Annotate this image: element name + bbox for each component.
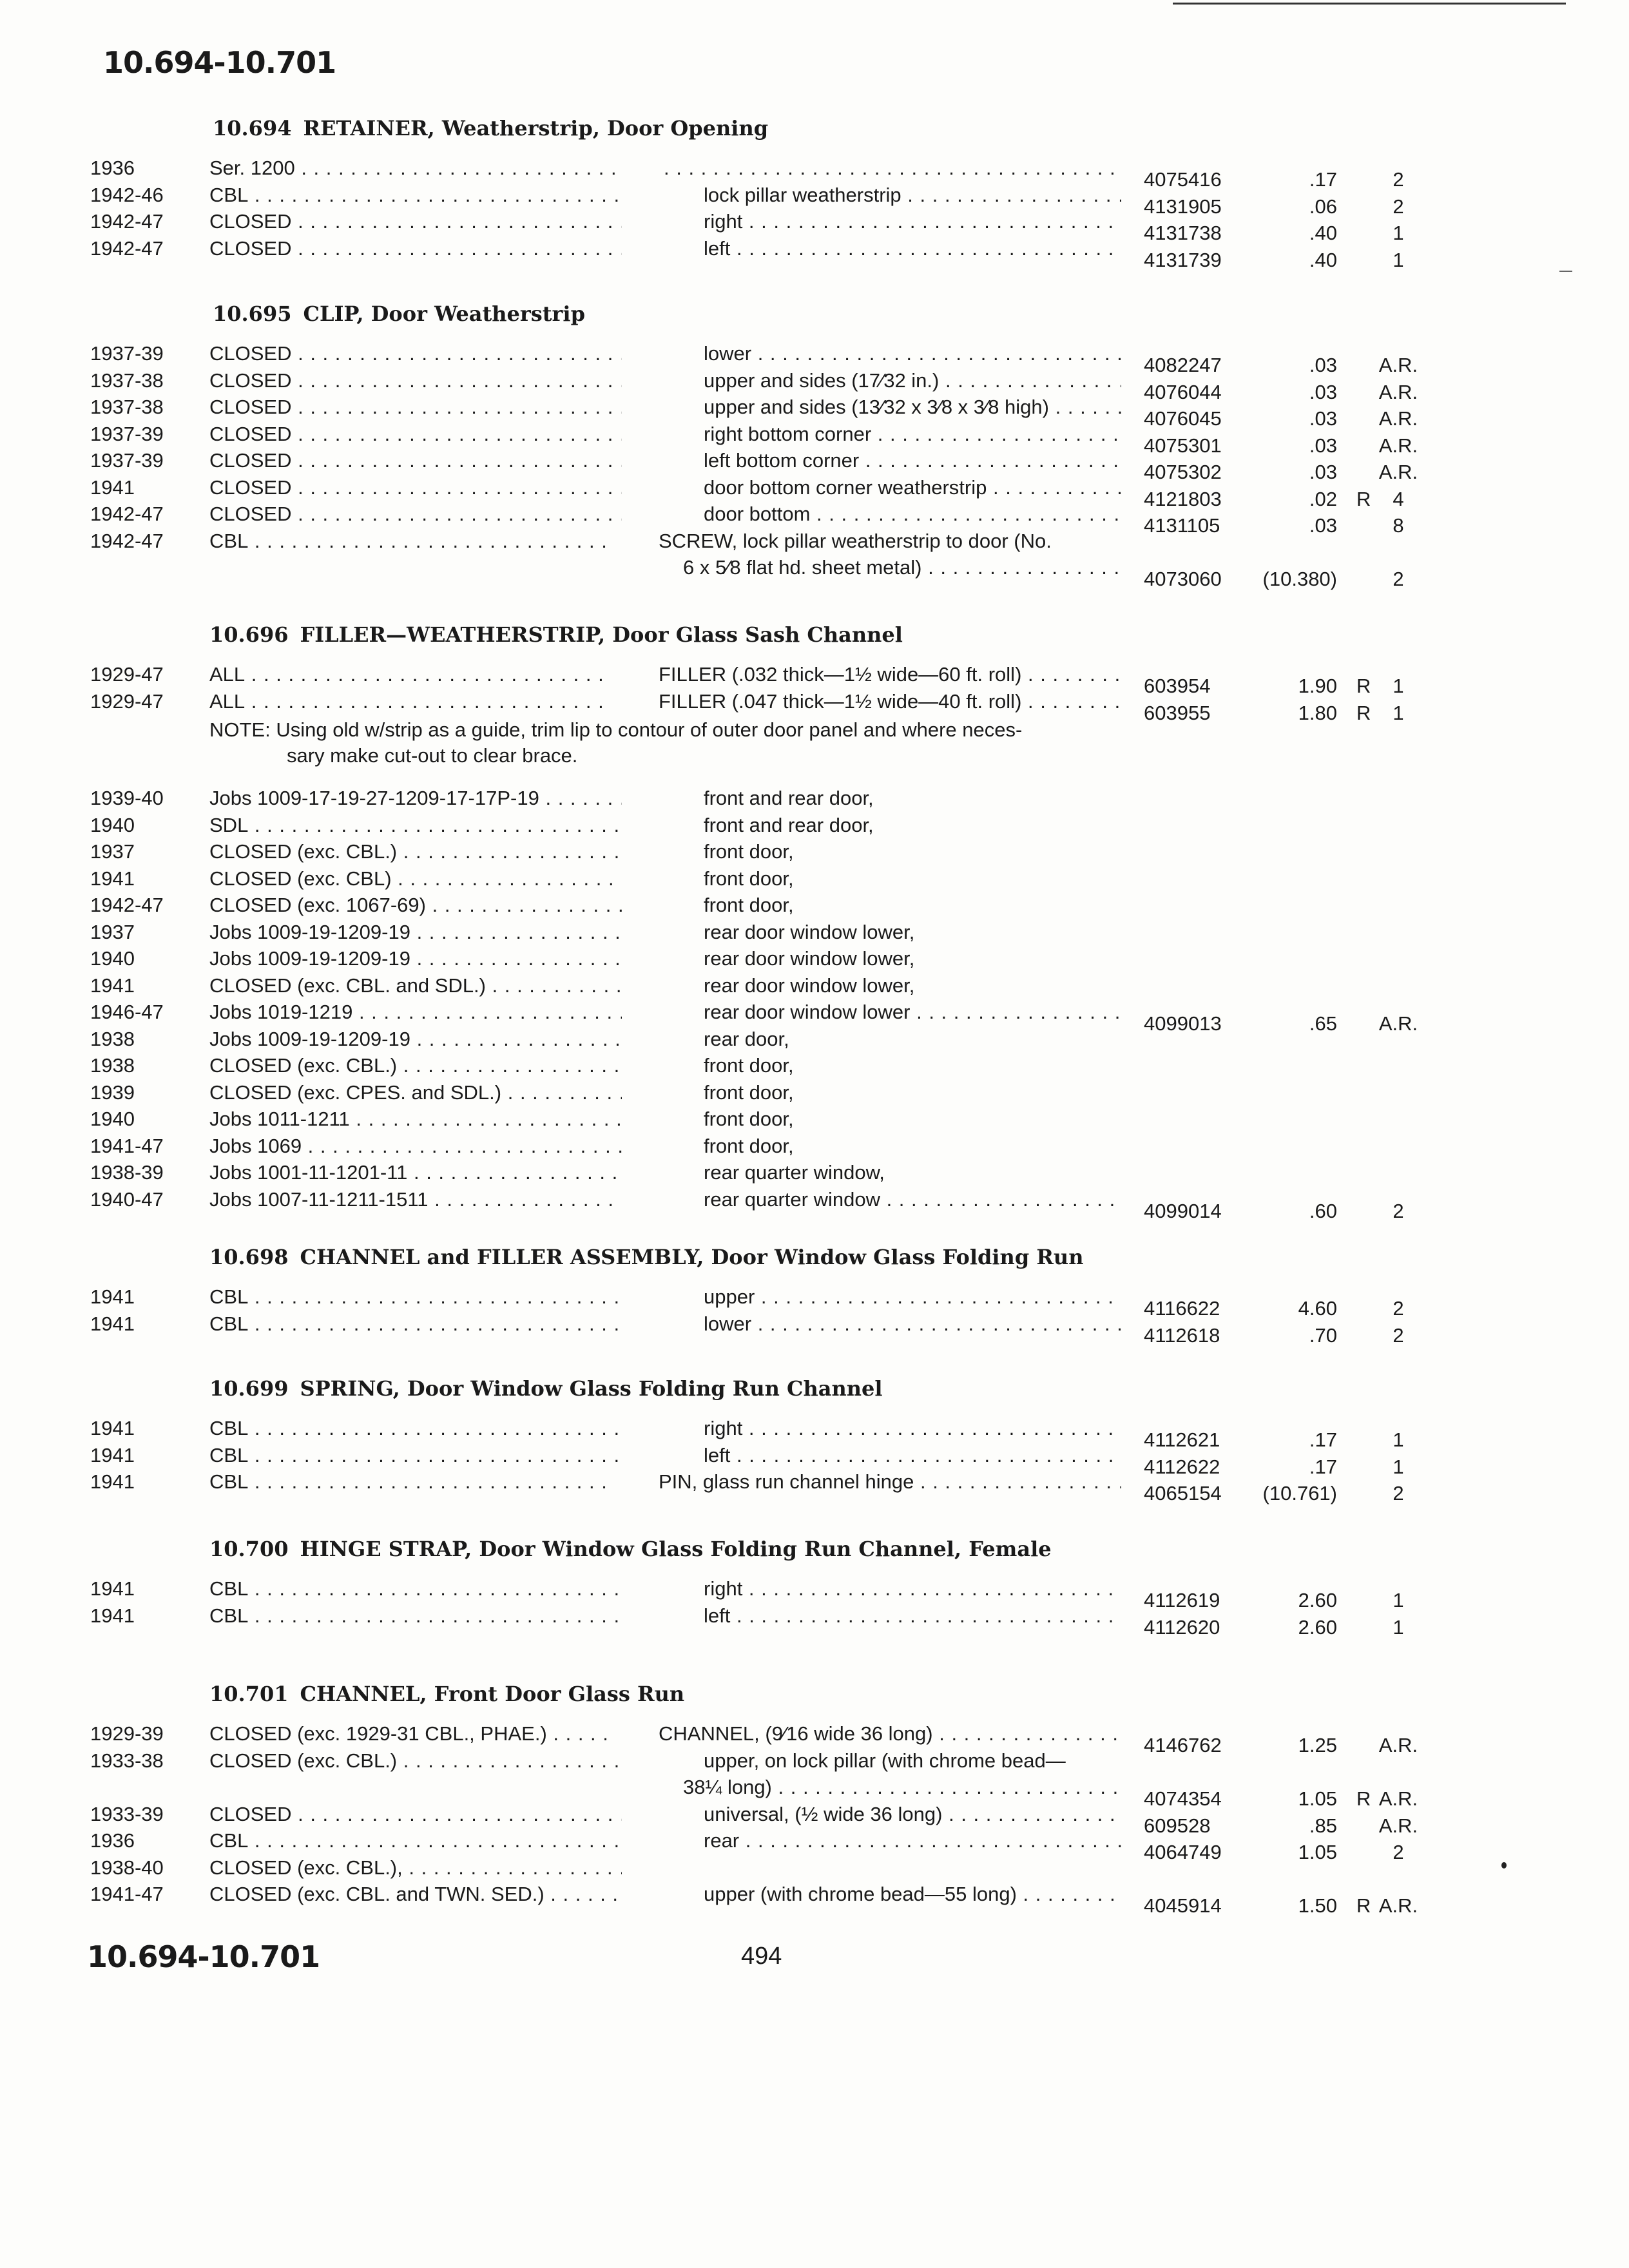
row-price: .02 bbox=[1309, 487, 1337, 510]
row-price: 1.80 bbox=[1298, 701, 1337, 724]
row-part-number: 4075416 bbox=[1144, 168, 1222, 191]
row-description: lower . . . bbox=[704, 341, 1121, 366]
row-price: .03 bbox=[1309, 380, 1337, 403]
row-model: CLOSED (exc. CBL. and TWN. SED.) . . . bbox=[209, 1882, 622, 1907]
row-description: front and rear door, bbox=[704, 787, 874, 809]
row-part-number: 4112619 bbox=[1144, 1589, 1220, 1611]
row-model: CLOSED . . . bbox=[209, 369, 622, 393]
row-part-number: 4076044 bbox=[1144, 380, 1222, 403]
row-quantity: 8 bbox=[1393, 514, 1404, 537]
row-price: .40 bbox=[1309, 222, 1337, 244]
row-price: .03 bbox=[1309, 434, 1337, 457]
row-part-number: 4116622 bbox=[1144, 1297, 1220, 1320]
row-quantity: 2 bbox=[1393, 168, 1404, 191]
row-price: .06 bbox=[1309, 195, 1337, 218]
section-number: 10.698 bbox=[209, 1245, 289, 1269]
row-price: .03 bbox=[1309, 407, 1337, 430]
row-description: left bottom corner . . . bbox=[704, 448, 1121, 473]
row-year: 1937-38 bbox=[90, 369, 164, 392]
row-part-number: 4112621 bbox=[1144, 1428, 1220, 1451]
section-title: FILLER—WEATHERSTRIP, Door Glass Sash Channel bbox=[300, 622, 903, 647]
row-model: CBL . . . bbox=[209, 1285, 622, 1309]
row-model: CBL . . . bbox=[209, 1577, 622, 1601]
row-year: 1941 bbox=[90, 1577, 135, 1600]
row-quantity: A.R. bbox=[1378, 1012, 1418, 1035]
row-year: 1946-47 bbox=[90, 1001, 164, 1023]
row-description: rear door window lower, bbox=[704, 920, 915, 943]
row-price: 1.50 bbox=[1298, 1894, 1337, 1917]
row-description: upper and sides (17⁄32 in.) . . . bbox=[704, 369, 1121, 393]
row-flag: R bbox=[1356, 1787, 1371, 1810]
row-year: 1938-39 bbox=[90, 1161, 164, 1184]
top-rule bbox=[1173, 3, 1566, 5]
row-price: 1.05 bbox=[1298, 1841, 1337, 1863]
row-model: CBL . . . bbox=[209, 1604, 622, 1628]
page-number: 494 bbox=[741, 1943, 782, 1970]
row-description: right . . . bbox=[704, 1577, 1121, 1601]
row-year: 1942-47 bbox=[90, 529, 164, 552]
section-number: 10.695 bbox=[213, 302, 292, 326]
row-model: CBL . . . bbox=[209, 529, 609, 553]
row-description: front door, bbox=[704, 1134, 794, 1157]
row-description: FILLER (.047 thick—1½ wide—40 ft. roll) . . . bbox=[659, 689, 1121, 714]
row-part-number: 4075301 bbox=[1144, 434, 1222, 457]
section-title: HINGE STRAP, Door Window Glass Folding Run Channel, Female bbox=[300, 1537, 1052, 1561]
row-part-number: 603954 bbox=[1144, 675, 1211, 697]
row-flag: R bbox=[1356, 675, 1371, 697]
row-price: .03 bbox=[1309, 514, 1337, 537]
row-description: front door, bbox=[704, 840, 794, 863]
row-model: CLOSED . . . bbox=[209, 341, 622, 366]
section-number: 10.699 bbox=[209, 1376, 289, 1401]
row-price: 4.60 bbox=[1298, 1297, 1337, 1320]
row-quantity: A.R. bbox=[1378, 1894, 1418, 1917]
row-flag: R bbox=[1356, 487, 1371, 510]
row-quantity: 2 bbox=[1393, 568, 1404, 590]
row-quantity: 1 bbox=[1393, 1428, 1404, 1451]
row-part-number: 4131738 bbox=[1144, 222, 1222, 244]
row-year: 1942-47 bbox=[90, 236, 164, 260]
row-description: left . . . bbox=[704, 1604, 1121, 1628]
row-description: left . . . bbox=[704, 1443, 1121, 1468]
row-model: Jobs 1009-19-1209-19 . . . bbox=[209, 920, 622, 945]
row-price: .03 bbox=[1309, 354, 1337, 376]
row-price: 1.05 bbox=[1298, 1787, 1337, 1810]
row-year: 1938 bbox=[90, 1054, 135, 1077]
row-model: CBL . . . bbox=[209, 1443, 622, 1468]
section-number: 10.701 bbox=[209, 1682, 289, 1706]
row-year: 1937-39 bbox=[90, 342, 164, 365]
row-price: .17 bbox=[1309, 1428, 1337, 1451]
note-text: NOTE: Using old w/strip as a guide, trim lip to contour of outer door panel and where neces- bbox=[209, 718, 1023, 741]
row-description: rear door window lower, bbox=[704, 947, 915, 970]
row-part-number: 609528 bbox=[1144, 1814, 1211, 1837]
row-description: lower . . . bbox=[704, 1312, 1121, 1336]
row-price: (10.761) bbox=[1262, 1482, 1337, 1504]
section-heading bbox=[213, 116, 768, 140]
row-description: SCREW, lock pillar weatherstrip to door (No. bbox=[659, 529, 1052, 552]
row-year: 1940 bbox=[90, 1108, 135, 1130]
row-year: 1929-39 bbox=[90, 1722, 164, 1745]
row-year: 1941-47 bbox=[90, 1134, 164, 1157]
row-quantity: 2 bbox=[1393, 1841, 1404, 1863]
row-year: 1929-47 bbox=[90, 689, 164, 713]
row-quantity: 2 bbox=[1393, 1482, 1404, 1504]
row-description: door bottom . . . bbox=[704, 502, 1121, 526]
row-year: 1941 bbox=[90, 1312, 135, 1335]
row-model: CBL . . . bbox=[209, 1416, 622, 1441]
section-number: 10.694 bbox=[213, 116, 292, 140]
row-model: CLOSED (exc. CBL.) . . . bbox=[209, 840, 622, 864]
section-title: RETAINER, Weatherstrip, Door Opening bbox=[303, 116, 769, 140]
row-model: Jobs 1007-11-1211-1511 . . . bbox=[209, 1187, 622, 1212]
row-year: 1941 bbox=[90, 1285, 135, 1308]
row-model: CLOSED . . . bbox=[209, 209, 622, 234]
page-header-range: 10.694-10.701 bbox=[103, 45, 336, 80]
row-part-number: 4131105 bbox=[1144, 514, 1220, 537]
row-year: 1942-46 bbox=[90, 183, 164, 206]
row-year: 1941 bbox=[90, 867, 135, 890]
row-quantity: 2 bbox=[1393, 1323, 1404, 1347]
row-price: 2.60 bbox=[1298, 1589, 1337, 1611]
row-description: rear door window lower . . . bbox=[704, 1000, 1121, 1024]
row-quantity: 2 bbox=[1393, 195, 1404, 218]
row-model: CLOSED (exc. CBL) . . . bbox=[209, 867, 622, 891]
row-model: ALL . . . bbox=[209, 662, 609, 687]
row-part-number: 4099013 bbox=[1144, 1012, 1222, 1035]
row-description: right . . . bbox=[704, 1416, 1121, 1441]
row-model: CLOSED (exc. CPES. and SDL.) . . . bbox=[209, 1081, 622, 1105]
row-quantity: 1 bbox=[1393, 675, 1404, 697]
row-model: CBL . . . bbox=[209, 1470, 609, 1494]
row-year: 1937-38 bbox=[90, 396, 164, 418]
row-model: Jobs 1019-1219 . . . bbox=[209, 1000, 622, 1024]
row-model: CBL . . . bbox=[209, 183, 622, 207]
row-flag: R bbox=[1356, 701, 1371, 724]
row-description: right . . . bbox=[704, 209, 1121, 234]
row-quantity: A.R. bbox=[1378, 461, 1418, 483]
row-model: CLOSED . . . bbox=[209, 448, 622, 473]
row-year: 1940 bbox=[90, 947, 135, 970]
row-model: Jobs 1011-1211 . . . bbox=[209, 1107, 622, 1131]
margin-mark bbox=[1559, 271, 1572, 272]
row-part-number: 4112620 bbox=[1144, 1615, 1220, 1639]
row-year: 1942-47 bbox=[90, 503, 164, 525]
row-part-number: 4112622 bbox=[1144, 1455, 1220, 1478]
row-description: right bottom corner . . . bbox=[704, 422, 1121, 447]
row-description: front door, bbox=[704, 867, 794, 890]
row-price: .85 bbox=[1309, 1814, 1337, 1837]
row-price: (10.380) bbox=[1262, 568, 1337, 590]
row-description: lock pillar weatherstrip . . . bbox=[704, 183, 1121, 207]
row-year: 1939-40 bbox=[90, 787, 164, 809]
row-year: 1941 bbox=[90, 1443, 135, 1466]
row-part-number: 4146762 bbox=[1144, 1734, 1222, 1756]
row-model: Jobs 1009-19-1209-19 . . . bbox=[209, 1027, 622, 1052]
section-number: 10.700 bbox=[209, 1537, 289, 1561]
row-year: 1941 bbox=[90, 1417, 135, 1439]
section-heading bbox=[209, 622, 903, 647]
row-year: 1936 bbox=[90, 1829, 135, 1852]
row-description: rear . . . bbox=[704, 1829, 1121, 1853]
row-part-number: 4045914 bbox=[1144, 1894, 1222, 1917]
section-heading bbox=[213, 302, 585, 326]
row-model: Jobs 1009-19-1209-19 . . . bbox=[209, 947, 622, 971]
row-year: 1933-39 bbox=[90, 1802, 164, 1825]
row-description: front door, bbox=[704, 1108, 794, 1130]
row-model: ALL . . . bbox=[209, 689, 609, 714]
row-description: CHANNEL, (9⁄16 wide 36 long) . . . bbox=[659, 1722, 1121, 1746]
row-quantity: 1 bbox=[1393, 1615, 1404, 1639]
row-description: upper, on lock pillar (with chrome bead— bbox=[704, 1749, 1066, 1772]
row-description: front door, bbox=[704, 894, 794, 916]
row-model: Jobs 1009-17-19-27-1209-17-17P-19 . . . bbox=[209, 786, 622, 811]
row-description: rear quarter window, bbox=[704, 1161, 885, 1184]
row-price: .65 bbox=[1309, 1012, 1337, 1035]
row-quantity: 1 bbox=[1393, 1589, 1404, 1611]
row-description: 6 x 5⁄8 flat hd. sheet metal) . . . bbox=[683, 555, 1121, 580]
row-quantity: 2 bbox=[1393, 1297, 1404, 1320]
row-description: front and rear door, bbox=[704, 813, 874, 836]
row-description: upper and sides (13⁄32 x 3⁄8 x 3⁄8 high) . . . bbox=[704, 395, 1121, 419]
row-year: 1929-47 bbox=[90, 663, 164, 686]
row-part-number: 4082247 bbox=[1144, 354, 1222, 376]
row-quantity: 2 bbox=[1393, 1199, 1404, 1222]
row-model: CLOSED (exc. 1067-69) . . . bbox=[209, 893, 622, 918]
row-year: 1937 bbox=[90, 920, 135, 943]
row-model: CLOSED . . . bbox=[209, 476, 622, 500]
row-price: .40 bbox=[1309, 248, 1337, 271]
section-heading bbox=[209, 1376, 883, 1401]
row-model: Ser. 1200 . . . bbox=[209, 156, 622, 180]
row-description: universal, (½ wide 36 long) . . . bbox=[704, 1802, 1121, 1827]
row-description: front door, bbox=[704, 1054, 794, 1077]
row-year: 1941-47 bbox=[90, 1883, 164, 1905]
row-description: rear door, bbox=[704, 1027, 789, 1050]
section-heading bbox=[209, 1245, 1083, 1269]
row-description: door bottom corner weatherstrip . . . bbox=[704, 476, 1121, 500]
row-model: Jobs 1069 . . . bbox=[209, 1134, 622, 1158]
row-model: CLOSED . . . bbox=[209, 422, 622, 447]
row-year: 1937 bbox=[90, 840, 135, 863]
row-price: .70 bbox=[1309, 1323, 1337, 1347]
row-part-number: 603955 bbox=[1144, 701, 1211, 724]
row-model: CBL . . . bbox=[209, 1829, 622, 1853]
row-part-number: 4121803 bbox=[1144, 487, 1222, 510]
row-year: 1937-39 bbox=[90, 422, 164, 445]
section-heading bbox=[209, 1537, 1052, 1561]
row-year: 1936 bbox=[90, 157, 135, 179]
row-description: PIN, glass run channel hinge . . . bbox=[659, 1470, 1121, 1494]
row-year: 1940-47 bbox=[90, 1187, 164, 1211]
row-description: rear door window lower, bbox=[704, 974, 915, 997]
row-description: FILLER (.032 thick—1½ wide—60 ft. roll) . . . bbox=[659, 662, 1121, 687]
row-model: CLOSED . . . bbox=[209, 395, 622, 419]
row-price: 2.60 bbox=[1298, 1615, 1337, 1639]
section-title: CHANNEL and FILLER ASSEMBLY, Door Window Glass Folding Run bbox=[300, 1245, 1084, 1269]
row-quantity: 1 bbox=[1393, 701, 1404, 724]
row-quantity: 4 bbox=[1393, 487, 1404, 510]
section-title: SPRING, Door Window Glass Folding Run Channel bbox=[300, 1376, 883, 1401]
row-year: 1942-47 bbox=[90, 210, 164, 233]
margin-dot bbox=[1501, 1862, 1507, 1869]
row-model: CLOSED (exc. CBL. and SDL.) . . . bbox=[209, 974, 622, 998]
row-quantity: A.R. bbox=[1378, 434, 1418, 457]
row-flag: R bbox=[1356, 1894, 1371, 1917]
row-year: 1938 bbox=[90, 1027, 135, 1050]
row-year: 1933-38 bbox=[90, 1749, 164, 1772]
row-quantity: 1 bbox=[1393, 1455, 1404, 1478]
row-part-number: 4065154 bbox=[1144, 1482, 1222, 1504]
row-model: SDL . . . bbox=[209, 813, 622, 838]
row-description: rear quarter window . . . bbox=[704, 1187, 1121, 1212]
row-price: .60 bbox=[1309, 1199, 1337, 1222]
row-year: 1941 bbox=[90, 974, 135, 997]
row-part-number: 4099014 bbox=[1144, 1199, 1222, 1222]
row-price: .17 bbox=[1309, 168, 1337, 191]
row-year: 1941 bbox=[90, 476, 135, 499]
row-model: CLOSED (exc. CBL.), . . . bbox=[209, 1856, 622, 1880]
row-model: Jobs 1001-11-1201-11 . . . bbox=[209, 1160, 622, 1185]
row-quantity: A.R. bbox=[1378, 407, 1418, 430]
row-quantity: 1 bbox=[1393, 248, 1404, 271]
row-year: 1937-39 bbox=[90, 449, 164, 472]
row-quantity: A.R. bbox=[1378, 354, 1418, 376]
row-model: CLOSED . . . bbox=[209, 236, 622, 261]
row-quantity: 1 bbox=[1393, 222, 1404, 244]
row-model: CBL . . . bbox=[209, 1312, 622, 1336]
row-model: CLOSED (exc. CBL.) . . . bbox=[209, 1053, 622, 1078]
section-title: CLIP, Door Weatherstrip bbox=[303, 302, 585, 326]
row-quantity: A.R. bbox=[1378, 1787, 1418, 1810]
row-part-number: 4131739 bbox=[1144, 248, 1222, 271]
row-part-number: 4074354 bbox=[1144, 1787, 1222, 1810]
section-number: 10.696 bbox=[209, 622, 289, 647]
row-quantity: A.R. bbox=[1378, 1814, 1418, 1837]
row-price: .17 bbox=[1309, 1455, 1337, 1478]
row-description: 38¼ long) . . . bbox=[683, 1775, 1121, 1800]
row-description: upper (with chrome bead—55 long) . . . bbox=[704, 1882, 1121, 1907]
row-part-number: 4075302 bbox=[1144, 461, 1222, 483]
row-part-number: 4064749 bbox=[1144, 1841, 1222, 1863]
row-description: left . . . bbox=[704, 236, 1121, 261]
row-description-leader bbox=[664, 156, 1121, 180]
row-part-number: 4076045 bbox=[1144, 407, 1222, 430]
row-year: 1941 bbox=[90, 1604, 135, 1627]
row-year: 1941 bbox=[90, 1470, 135, 1493]
row-model: CLOSED . . . bbox=[209, 1802, 622, 1827]
row-price: 1.25 bbox=[1298, 1734, 1337, 1756]
row-year: 1942-47 bbox=[90, 894, 164, 916]
row-model: CLOSED (exc. CBL.) . . . bbox=[209, 1749, 622, 1773]
row-year: 1940 bbox=[90, 813, 135, 836]
row-model: CLOSED . . . bbox=[209, 502, 622, 526]
row-model: CLOSED (exc. 1929-31 CBL., PHAE.) . . . bbox=[209, 1722, 609, 1746]
row-price: .03 bbox=[1309, 461, 1337, 483]
row-description: front door, bbox=[704, 1081, 794, 1104]
row-part-number: 4131905 bbox=[1144, 195, 1222, 218]
row-year: 1938-40 bbox=[90, 1856, 164, 1879]
row-quantity: A.R. bbox=[1378, 1734, 1418, 1756]
page-footer-range: 10.694-10.701 bbox=[87, 1939, 320, 1974]
row-price: 1.90 bbox=[1298, 675, 1337, 697]
row-part-number: 4073060 bbox=[1144, 568, 1222, 590]
row-quantity: A.R. bbox=[1378, 380, 1418, 403]
row-year: 1939 bbox=[90, 1081, 135, 1104]
section-heading bbox=[209, 1682, 684, 1706]
row-description: upper . . . bbox=[704, 1285, 1121, 1309]
row-part-number: 4112618 bbox=[1144, 1323, 1220, 1347]
note-text-continued: sary make cut-out to clear brace. bbox=[287, 744, 578, 767]
section-title: CHANNEL, Front Door Glass Run bbox=[300, 1682, 685, 1706]
